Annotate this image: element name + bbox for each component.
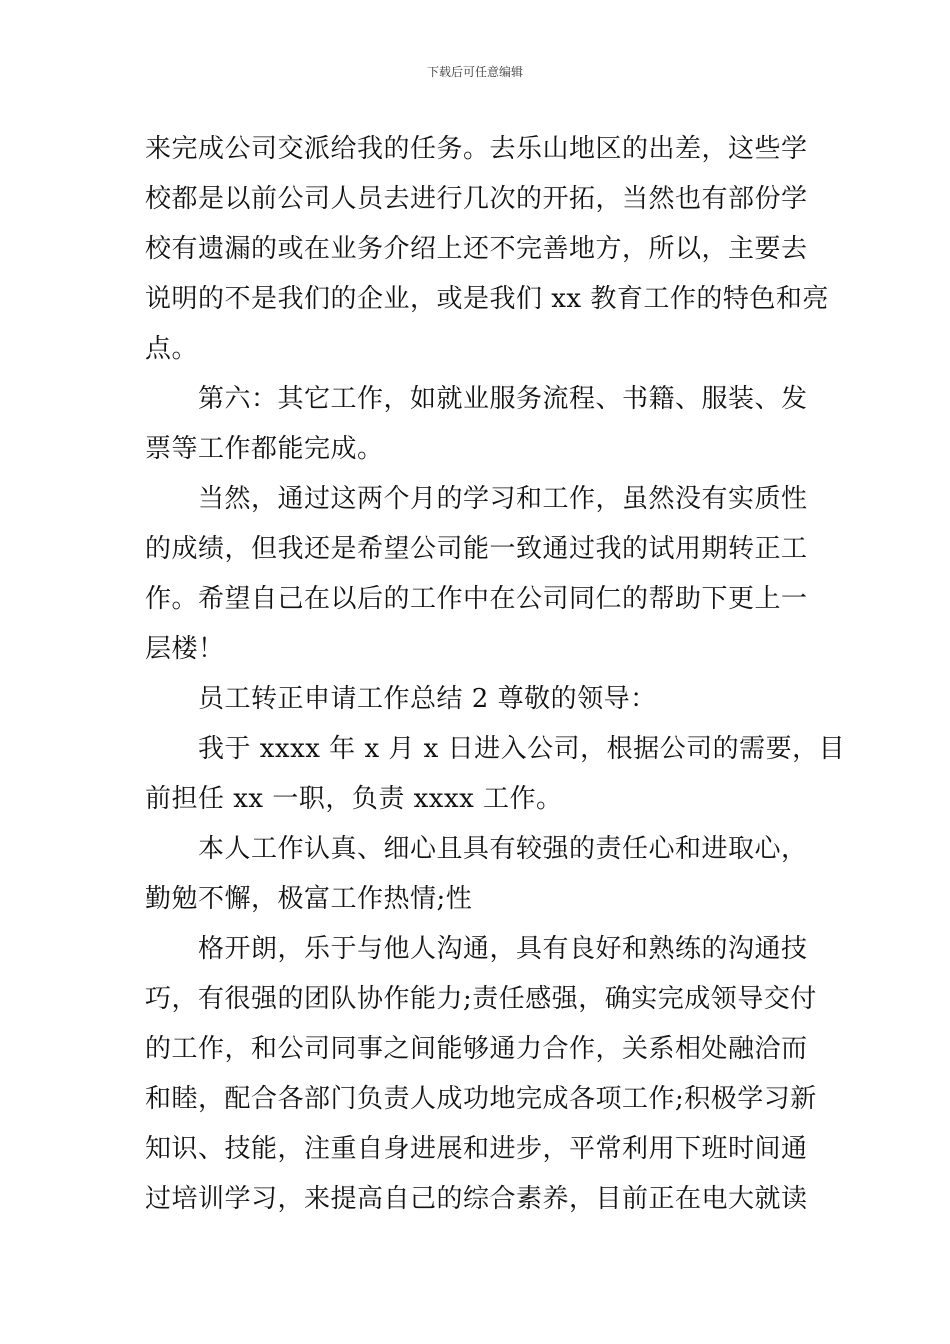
text-line: 巧，有很强的团队协作能力;责任感强，确实完成领导交付 <box>145 984 817 1014</box>
text-line: 知识、技能，注重自身进展和进步，平常利用下班时间通 <box>145 1134 808 1164</box>
text-line: 来完成公司交派给我的任务。去乐山地区的出差，这些学 <box>145 134 808 164</box>
text-line: 作。希望自己在以后的工作中在公司同仁的帮助下更上一 <box>145 584 808 614</box>
text-line: 说明的不是我们的企业，或是我们 xx 教育工作的特色和亮 <box>145 284 829 314</box>
paragraph-start-line: 第六：其它工作，如就业服务流程、书籍、服装、发 <box>198 384 808 414</box>
paragraph-start-line: 我于 xxxx 年 x 月 x 日进入公司，根据公司的需要，目 <box>198 734 846 764</box>
text-line: 的工作，和公司同事之间能够通力合作，关系相处融洽而 <box>145 1034 808 1064</box>
text-line: 过培训学习，来提高自己的综合素养，目前正在电大就读 <box>145 1184 808 1214</box>
section-heading-line: 员工转正申请工作总结 2 尊敬的领导： <box>198 684 657 714</box>
text-line: 层楼！ <box>145 634 225 664</box>
text-line: 和睦，配合各部门负责人成功地完成各项工作;积极学习新 <box>145 1084 817 1114</box>
text-line: 校有遗漏的或在业务介绍上还不完善地方，所以，主要去 <box>145 234 808 264</box>
page-header: 下载后可任意编辑 <box>426 65 523 79</box>
text-line: 的成绩，但我还是希望公司能一致通过我的试用期转正工 <box>145 534 808 564</box>
paragraph-start-line: 本人工作认真、细心且具有较强的责任心和进取心， <box>198 834 808 864</box>
text-line: 点。 <box>145 334 199 364</box>
document-body <box>145 124 846 1224</box>
text-line: 票等工作都能完成。 <box>145 434 384 464</box>
paragraph-start-line: 格开朗，乐于与他人沟通，具有良好和熟练的沟通技 <box>198 934 808 964</box>
paragraph-start-line: 当然，通过这两个月的学习和工作，虽然没有实质性 <box>198 484 808 514</box>
text-line: 前担任 xx 一职，负责 xxxx 工作。 <box>145 784 563 814</box>
text-line: 勤勉不懈，极富工作热情;性 <box>145 884 473 914</box>
text-line: 校都是以前公司人员去进行几次的开拓，当然也有部份学 <box>145 184 808 214</box>
